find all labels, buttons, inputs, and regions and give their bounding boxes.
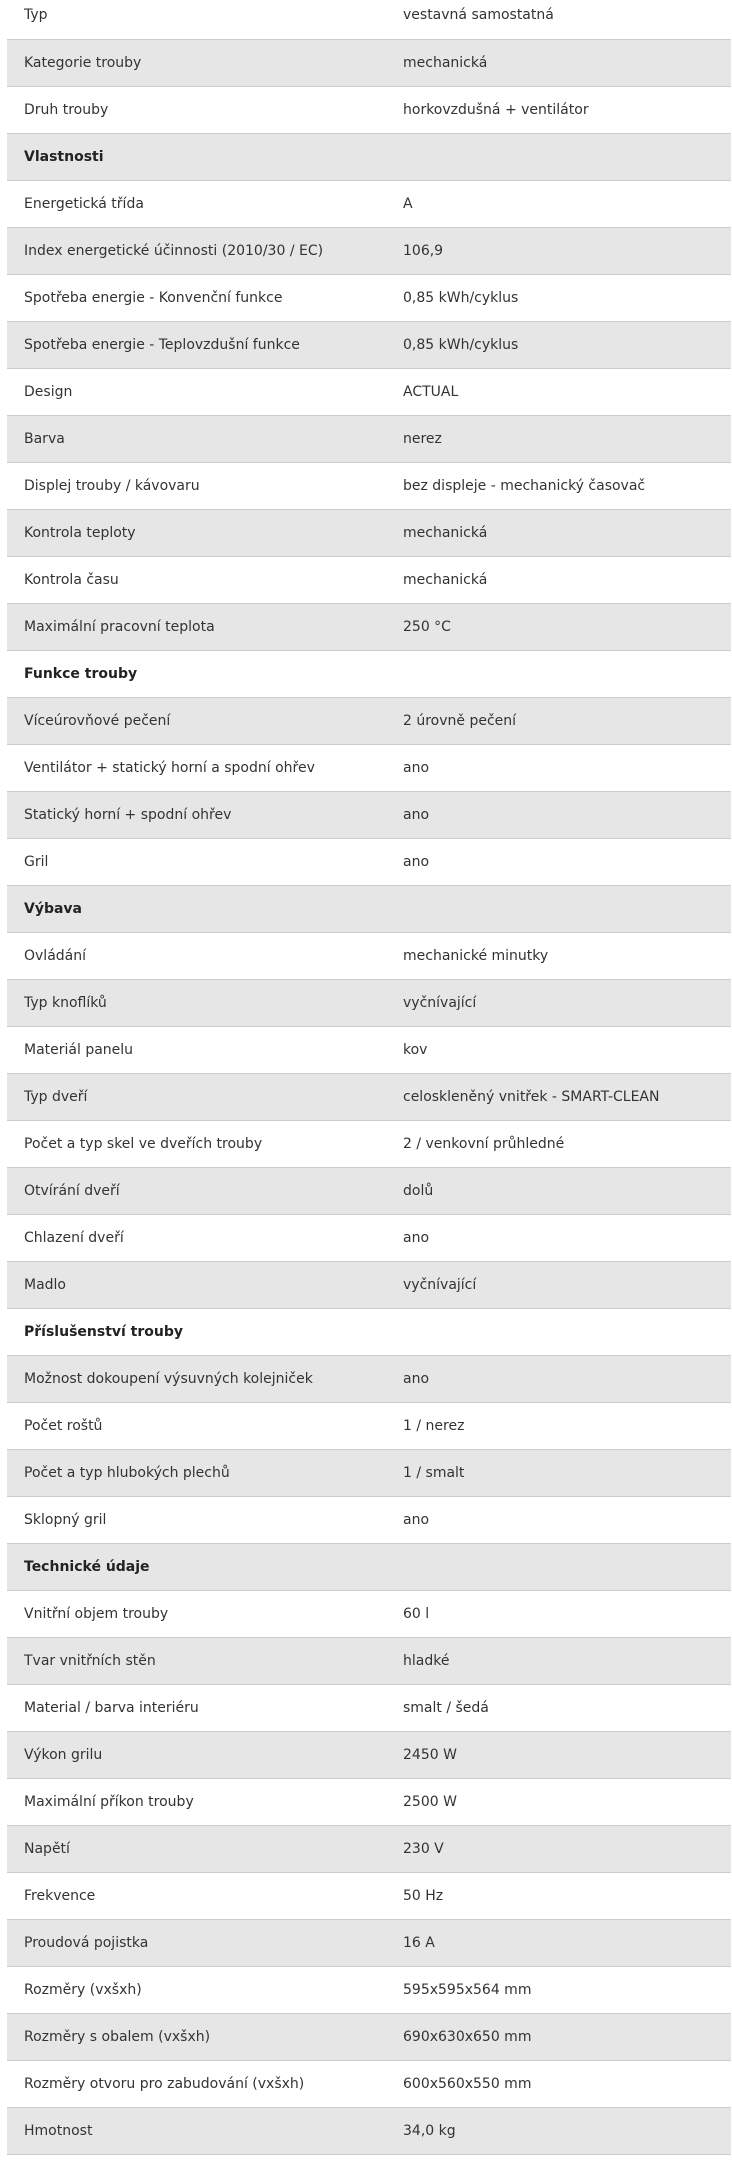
spec-row (7, 86, 731, 133)
spec-value (385, 885, 731, 932)
spec-value: dolů (385, 1167, 731, 1214)
spec-label: Typ knoflíků (7, 979, 385, 1026)
spec-row (7, 1966, 731, 2013)
spec-row (7, 1449, 731, 1496)
spec-value: ACTUAL (385, 368, 731, 415)
spec-label: Rozměry s obalem (vxšxh) (7, 2013, 385, 2060)
spec-label: Chlazení dveří (7, 1214, 385, 1261)
spec-row (7, 556, 731, 603)
spec-value: vyčnívající (385, 1261, 731, 1308)
spec-value: ano (385, 1214, 731, 1261)
spec-label: Druh trouby (7, 86, 385, 133)
spec-value: vestavná samostatná (385, 0, 731, 39)
spec-value (385, 1543, 731, 1590)
spec-value: 230 V (385, 1825, 731, 1872)
section-header-row (7, 885, 731, 932)
spec-value: mechanická (385, 509, 731, 556)
spec-label: Ovládání (7, 932, 385, 979)
spec-row (7, 791, 731, 838)
spec-row (7, 1919, 731, 1966)
spec-label: Index energetické účinnosti (2010/30 / EC) (7, 227, 385, 274)
spec-table (7, 0, 731, 2155)
spec-value: kov (385, 1026, 731, 1073)
spec-value: nerez (385, 415, 731, 462)
spec-label: Víceúrovňové pečení (7, 697, 385, 744)
spec-label: Kategorie trouby (7, 39, 385, 86)
spec-row (7, 2107, 731, 2154)
spec-value: 1 / smalt (385, 1449, 731, 1496)
spec-row (7, 0, 731, 39)
spec-row (7, 2060, 731, 2107)
spec-row (7, 1872, 731, 1919)
spec-label: Gril (7, 838, 385, 885)
spec-row (7, 39, 731, 86)
spec-value: ano (385, 791, 731, 838)
spec-value: 0,85 kWh/cyklus (385, 274, 731, 321)
spec-row (7, 1402, 731, 1449)
spec-value: mechanická (385, 39, 731, 86)
spec-row (7, 1731, 731, 1778)
spec-row (7, 274, 731, 321)
spec-value: 1 / nerez (385, 1402, 731, 1449)
spec-label: Proudová pojistka (7, 1919, 385, 1966)
spec-row (7, 227, 731, 274)
spec-label: Materiál panelu (7, 1026, 385, 1073)
spec-value: 2500 W (385, 1778, 731, 1825)
spec-row (7, 368, 731, 415)
spec-label: Rozměry otvoru pro zabudování (vxšxh) (7, 2060, 385, 2107)
spec-row (7, 1684, 731, 1731)
spec-value: 34,0 kg (385, 2107, 731, 2154)
spec-label: Možnost dokoupení výsuvných kolejniček (7, 1355, 385, 1402)
spec-label: Statický horní + spodní ohřev (7, 791, 385, 838)
spec-value (385, 133, 731, 180)
spec-label: Ventilátor + statický horní a spodní ohřev (7, 744, 385, 791)
spec-value: 250 °C (385, 603, 731, 650)
spec-value: 2450 W (385, 1731, 731, 1778)
spec-row (7, 1496, 731, 1543)
spec-label: Spotřeba energie - Konvenční funkce (7, 274, 385, 321)
spec-value: ano (385, 744, 731, 791)
spec-label: Výkon grilu (7, 1731, 385, 1778)
spec-row (7, 1073, 731, 1120)
spec-label: Frekvence (7, 1872, 385, 1919)
spec-value: 106,9 (385, 227, 731, 274)
section-header-row (7, 1308, 731, 1355)
spec-value: horkovzdušná + ventilátor (385, 86, 731, 133)
spec-row (7, 838, 731, 885)
spec-value: 2 / venkovní průhledné (385, 1120, 731, 1167)
spec-label: Madlo (7, 1261, 385, 1308)
spec-value (385, 650, 731, 697)
spec-row (7, 415, 731, 462)
spec-row (7, 1214, 731, 1261)
spec-row (7, 1590, 731, 1637)
spec-label: Kontrola teploty (7, 509, 385, 556)
spec-label: Počet roštů (7, 1402, 385, 1449)
spec-label: Otvírání dveří (7, 1167, 385, 1214)
spec-label: Maximální příkon trouby (7, 1778, 385, 1825)
spec-value: A (385, 180, 731, 227)
spec-row (7, 1778, 731, 1825)
spec-label: Napětí (7, 1825, 385, 1872)
spec-label: Maximální pracovní teplota (7, 603, 385, 650)
spec-row (7, 1825, 731, 1872)
spec-row (7, 462, 731, 509)
spec-row (7, 2013, 731, 2060)
spec-label: Hmotnost (7, 2107, 385, 2154)
spec-value: hladké (385, 1637, 731, 1684)
section-header-row (7, 1543, 731, 1590)
spec-row (7, 932, 731, 979)
spec-row (7, 1355, 731, 1402)
spec-value: mechanické minutky (385, 932, 731, 979)
spec-label: Spotřeba energie - Teplovzdušní funkce (7, 321, 385, 368)
spec-row (7, 744, 731, 791)
spec-row (7, 1120, 731, 1167)
spec-label: Tvar vnitřních stěn (7, 1637, 385, 1684)
spec-label: Typ dveří (7, 1073, 385, 1120)
spec-table-body (7, 0, 731, 2154)
spec-row (7, 1026, 731, 1073)
spec-value: vyčnívající (385, 979, 731, 1026)
spec-value: 50 Hz (385, 1872, 731, 1919)
spec-row (7, 1637, 731, 1684)
section-title: Vlastnosti (7, 133, 385, 180)
spec-value: 2 úrovně pečení (385, 697, 731, 744)
spec-row (7, 509, 731, 556)
spec-label: Počet a typ hlubokých plechů (7, 1449, 385, 1496)
spec-row (7, 1167, 731, 1214)
section-title: Technické údaje (7, 1543, 385, 1590)
spec-label: Rozměry (vxšxh) (7, 1966, 385, 2013)
spec-value: 595x595x564 mm (385, 1966, 731, 2013)
spec-value: celoskleněný vnitřek - SMART-CLEAN (385, 1073, 731, 1120)
spec-value: ano (385, 838, 731, 885)
spec-label: Sklopný gril (7, 1496, 385, 1543)
spec-value (385, 1308, 731, 1355)
spec-row (7, 321, 731, 368)
spec-row (7, 697, 731, 744)
spec-label: Material / barva interiéru (7, 1684, 385, 1731)
spec-row (7, 180, 731, 227)
spec-row (7, 979, 731, 1026)
spec-value: 690x630x650 mm (385, 2013, 731, 2060)
spec-label: Barva (7, 415, 385, 462)
spec-label: Displej trouby / kávovaru (7, 462, 385, 509)
spec-value: 60 l (385, 1590, 731, 1637)
spec-label: Kontrola času (7, 556, 385, 603)
spec-label: Design (7, 368, 385, 415)
section-title: Výbava (7, 885, 385, 932)
spec-row (7, 603, 731, 650)
spec-value: ano (385, 1496, 731, 1543)
spec-value: ano (385, 1355, 731, 1402)
spec-value: 0,85 kWh/cyklus (385, 321, 731, 368)
spec-label: Energetická třída (7, 180, 385, 227)
spec-value: smalt / šedá (385, 1684, 731, 1731)
spec-value: 16 A (385, 1919, 731, 1966)
spec-value: bez displeje - mechanický časovač (385, 462, 731, 509)
spec-row (7, 1261, 731, 1308)
spec-label: Vnitřní objem trouby (7, 1590, 385, 1637)
section-title: Funkce trouby (7, 650, 385, 697)
section-header-row (7, 650, 731, 697)
spec-label: Počet a typ skel ve dveřích trouby (7, 1120, 385, 1167)
spec-value: 600x560x550 mm (385, 2060, 731, 2107)
section-header-row (7, 133, 731, 180)
section-title: Příslušenství trouby (7, 1308, 385, 1355)
spec-label: Typ (7, 0, 385, 39)
spec-value: mechanická (385, 556, 731, 603)
